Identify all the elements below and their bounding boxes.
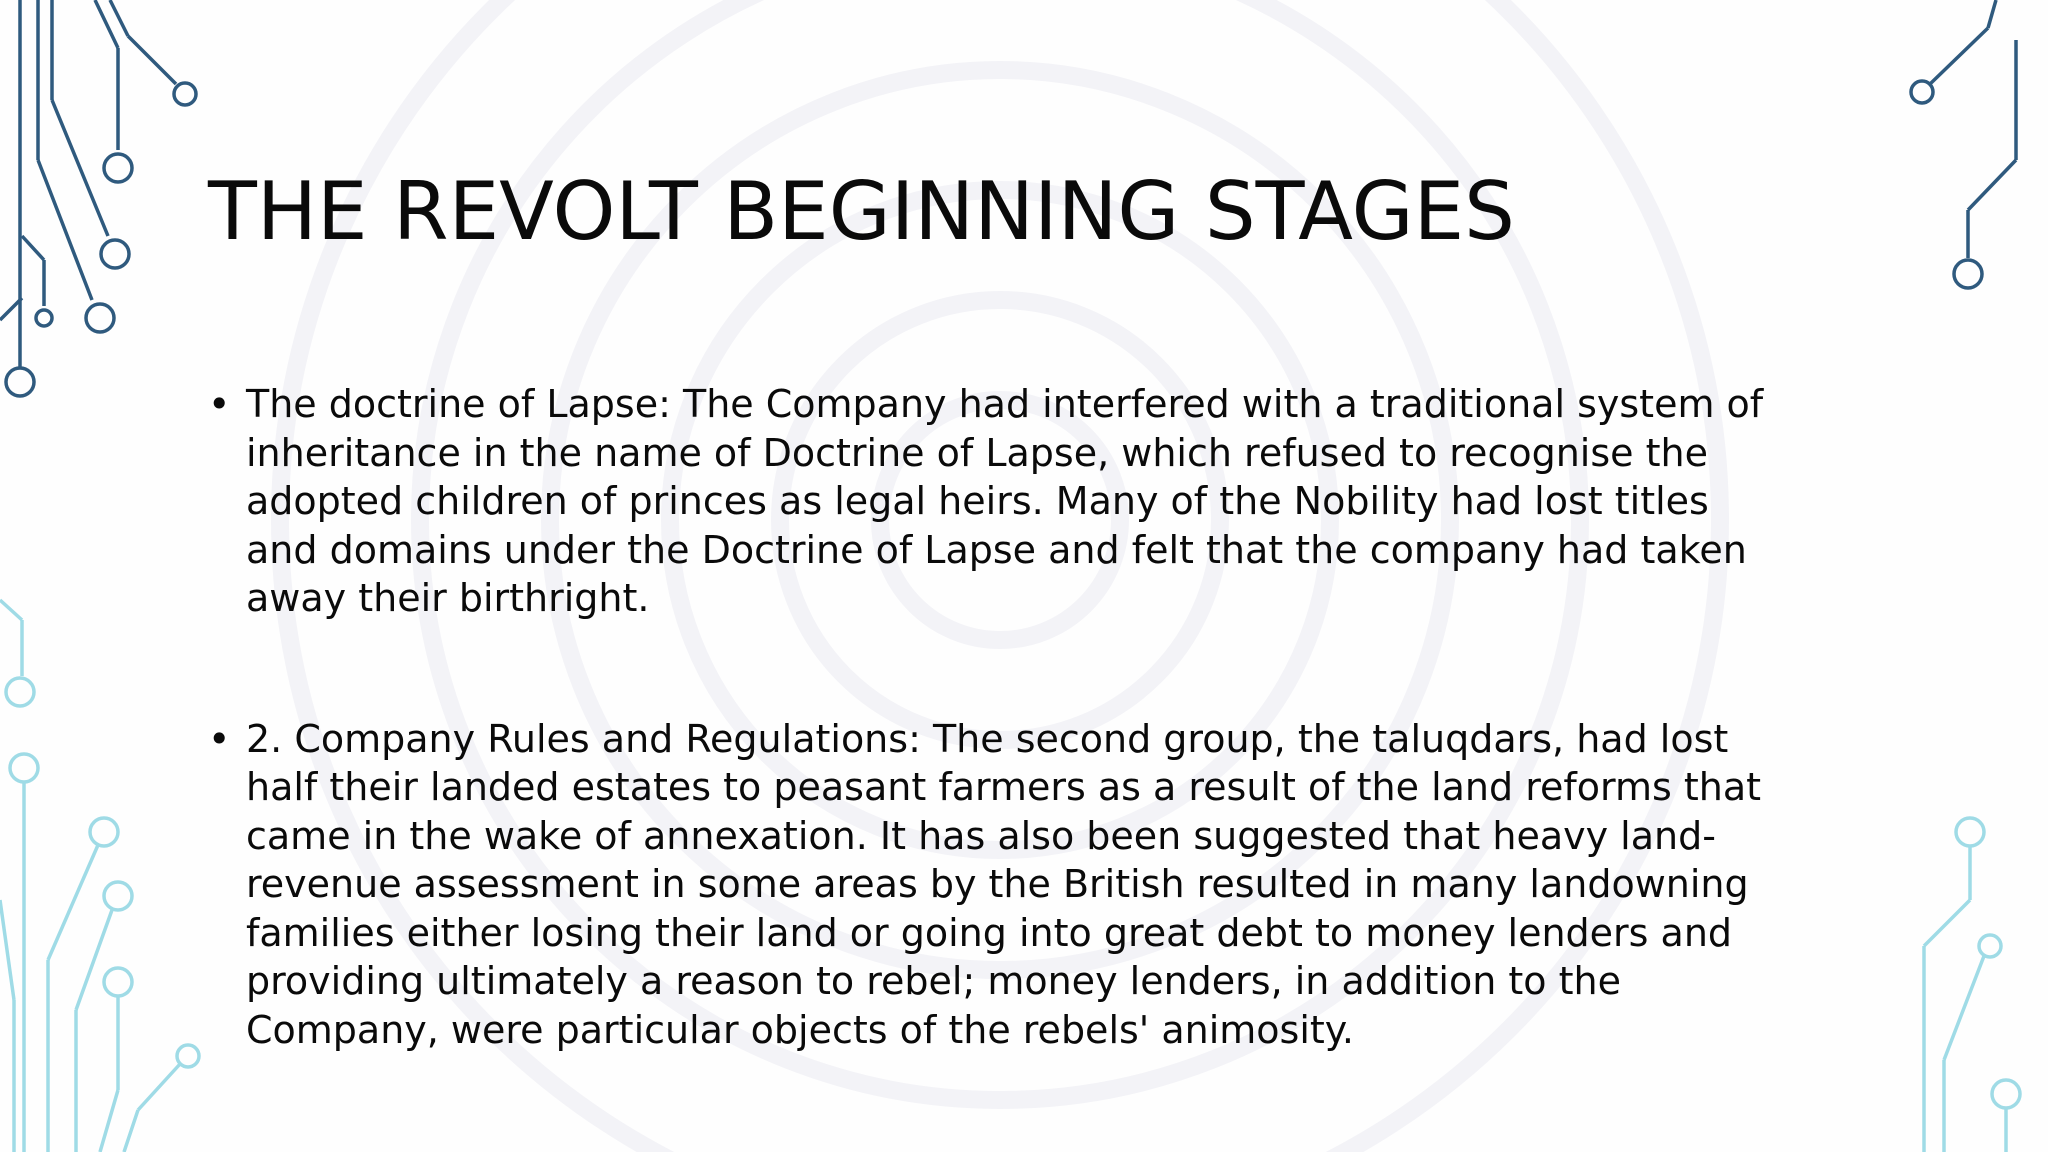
- bullet-line: Company, were particular objects of the rebels' animosity.: [246, 1007, 1354, 1052]
- bullet-line: The doctrine of Lapse: The Company had interfered with a traditional system of: [246, 382, 1764, 426]
- bullet-line: half their landed estates to peasant farmers as a result of the land reforms that: [246, 765, 1762, 809]
- slide-title: THE REVOLT BEGINNING STAGES: [208, 165, 1515, 258]
- bullet-line: inheritance in the name of Doctrine of Lapse, which refused to recognise the: [246, 430, 1708, 475]
- bullet-line: away their birthright.: [246, 576, 650, 620]
- bullet-line: revenue assessment in some areas by the British resulted in many landowning: [246, 862, 1749, 906]
- bullet-item-doctrine-of-lapse: [208, 380, 1848, 623]
- bullet-marker: •: [208, 382, 231, 426]
- bullet-line: came in the wake of annexation. It has also been suggested that heavy land-: [246, 813, 1716, 858]
- bullet-line: families either losing their land or going into great debt to money lenders and: [246, 910, 1733, 955]
- bullet-item-company-rules: [208, 715, 1848, 1055]
- bullet-list: [208, 380, 1848, 1054]
- bullet-line: and domains under the Doctrine of Lapse and felt that the company had taken: [246, 527, 1747, 572]
- bullet-line: adopted children of princes as legal heirs. Many of the Nobility had lost titles: [246, 479, 1709, 523]
- bullet-line: providing ultimately a reason to rebel; money lenders, in addition to the: [246, 959, 1621, 1003]
- bullet-line: 2. Company Rules and Regulations: The second group, the taluqdars, had lost: [246, 716, 1729, 761]
- bullet-marker: •: [208, 716, 231, 761]
